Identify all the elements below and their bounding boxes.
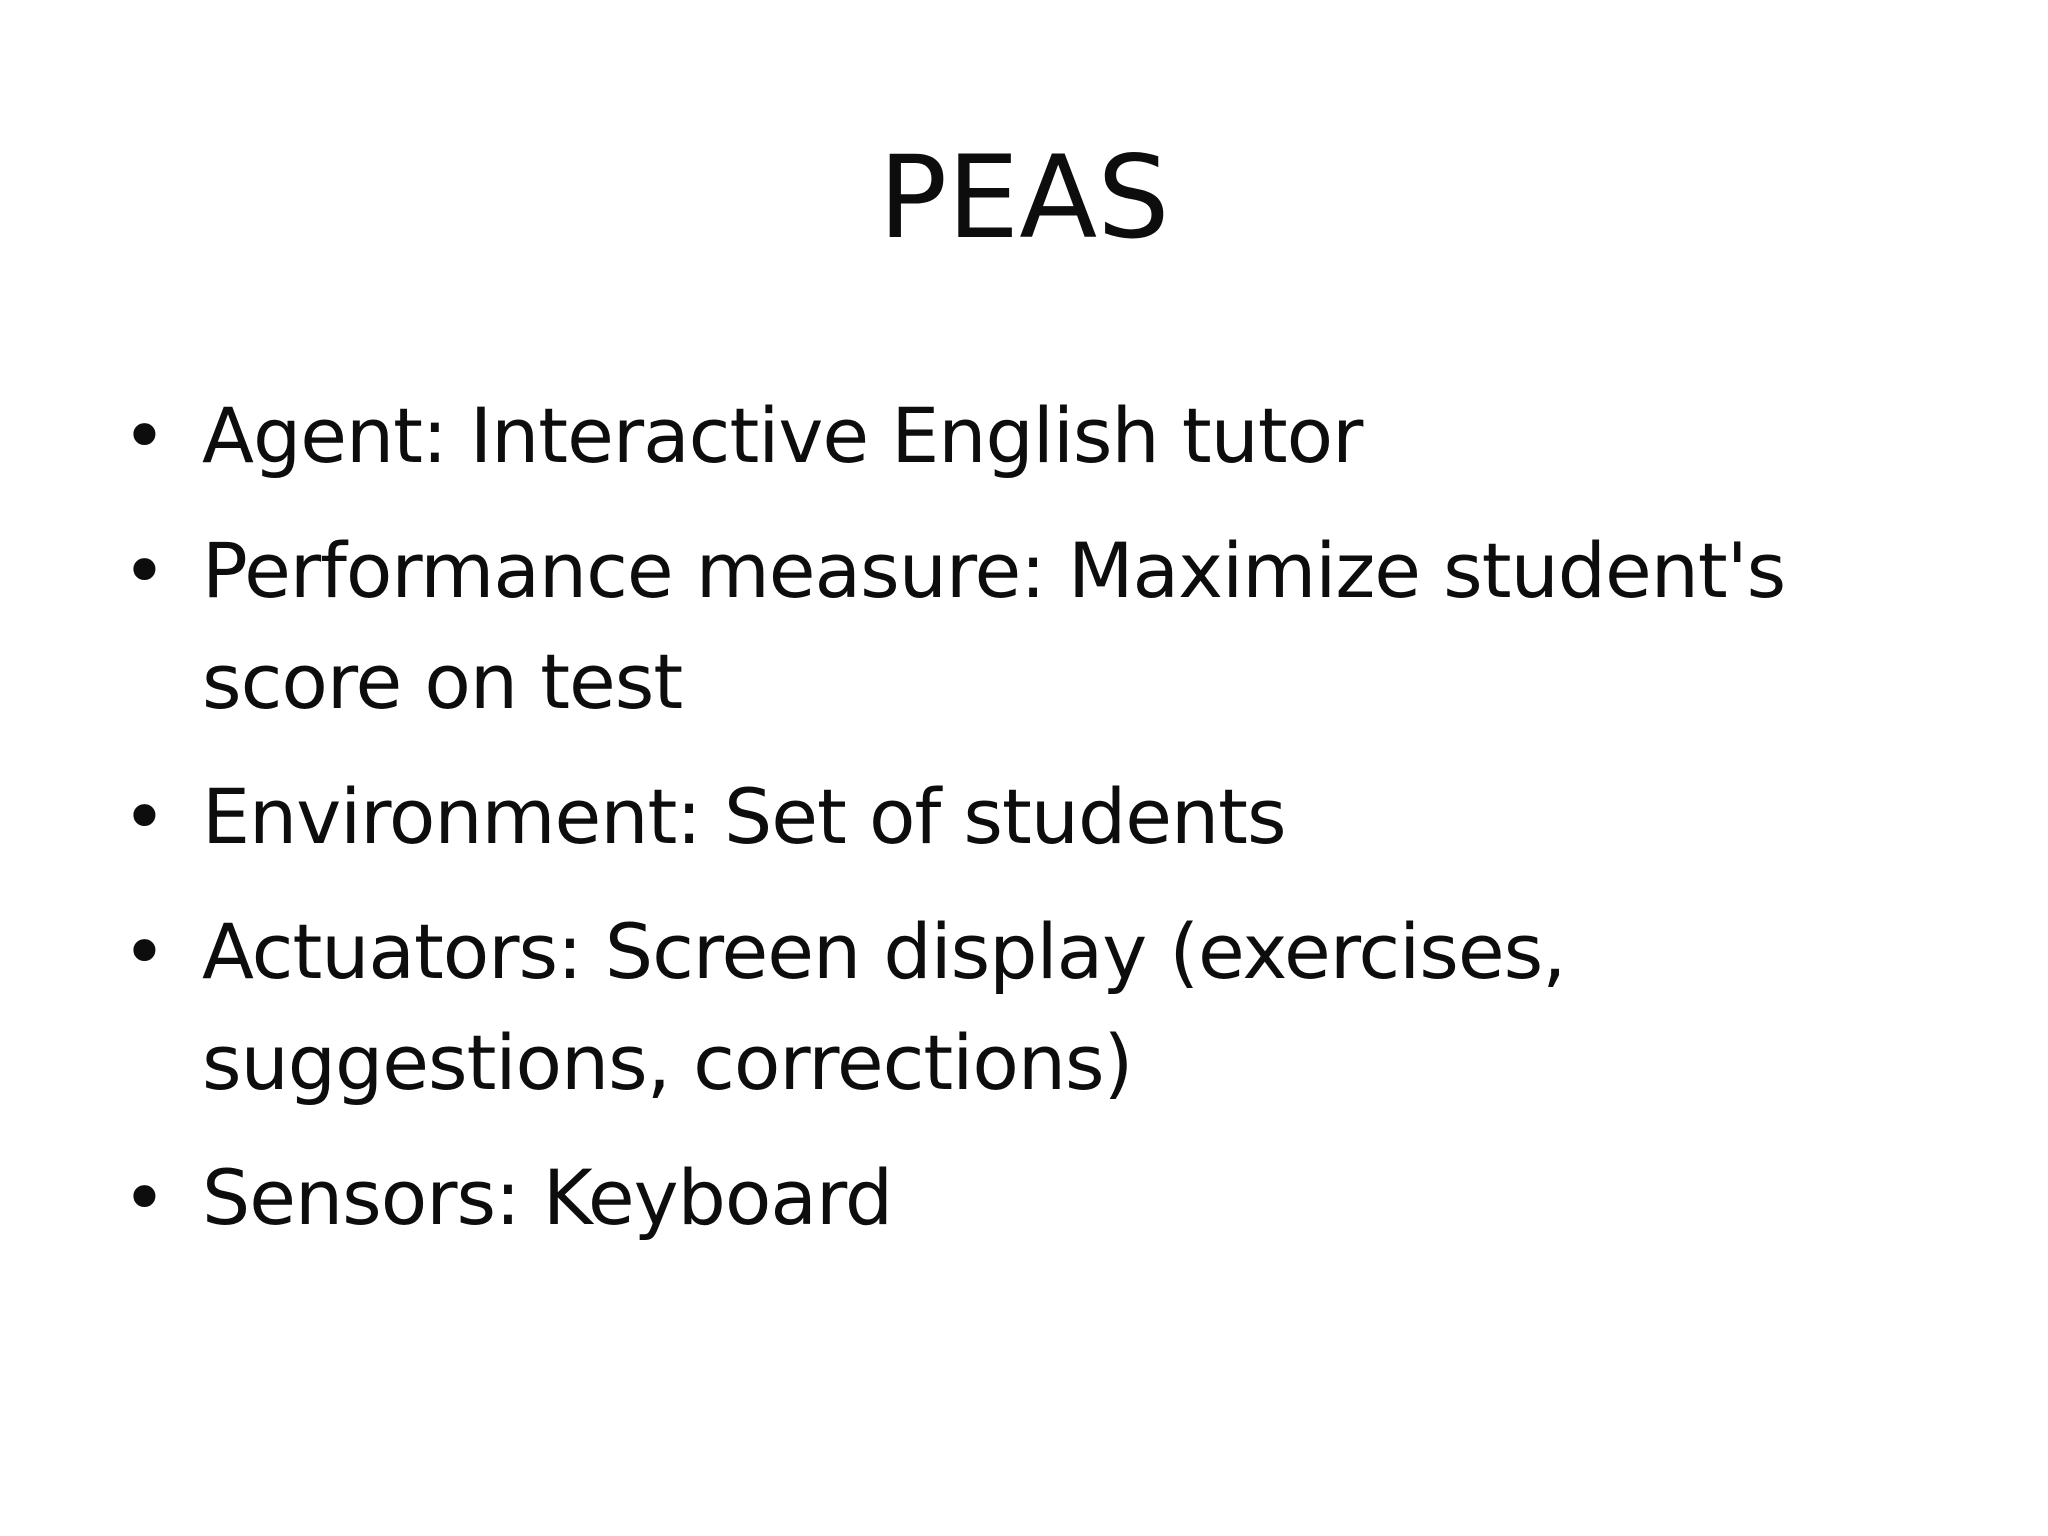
bullet-text: Actuators: Screen display (exercises, suggestions, corrections) <box>202 907 1566 1107</box>
bullet-text: Performance measure: Maximize student's score on test <box>202 526 1786 726</box>
bullet-list <box>122 380 1882 1277</box>
bullet-text: Agent: Interactive English tutor <box>202 391 1363 480</box>
bullet-dot-icon: • <box>122 391 166 480</box>
bullet-dot-icon: • <box>122 526 166 615</box>
bullet-text: Sensors: Keyboard <box>202 1153 893 1242</box>
bullet-item-agent <box>122 380 1882 491</box>
bullet-dot-icon: • <box>122 907 166 996</box>
bullet-dot-icon: • <box>122 1153 166 1242</box>
bullet-item-performance-measure <box>122 515 1882 737</box>
bullet-item-sensors <box>122 1142 1882 1253</box>
slide-title: PEAS <box>878 131 1170 264</box>
bullet-text: Environment: Set of students <box>202 772 1286 861</box>
bullet-item-environment <box>122 761 1882 872</box>
bullet-item-actuators <box>122 896 1882 1118</box>
bullet-dot-icon: • <box>122 772 166 861</box>
